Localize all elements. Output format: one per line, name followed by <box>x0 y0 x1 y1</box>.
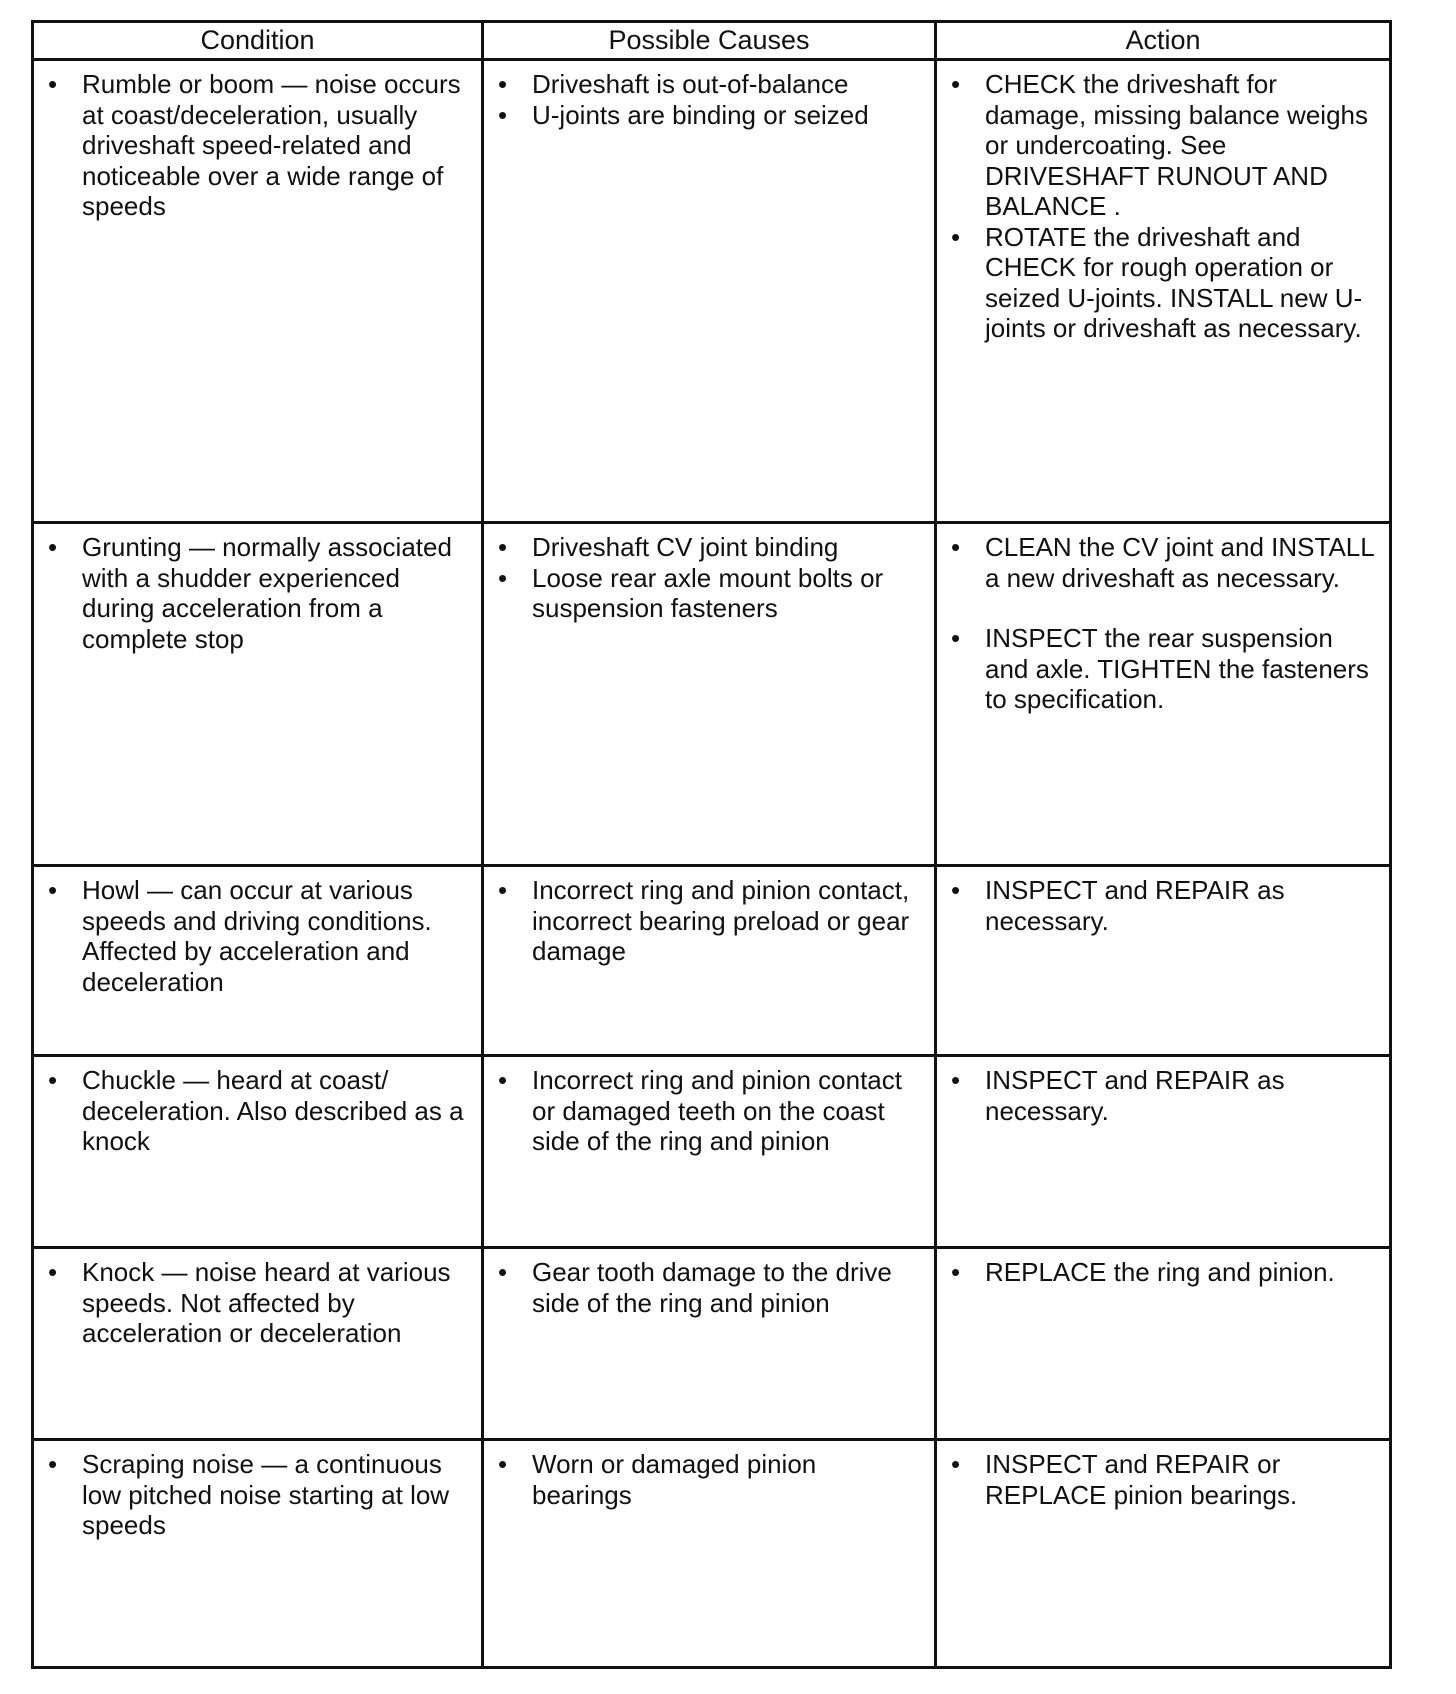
causes-cell <box>483 1440 936 1668</box>
action-item: • INSPECT and REPAIR as necessary. <box>947 1065 1375 1126</box>
condition-item: • Scraping noise — a continuous low pitched noise starting at low speeds <box>44 1449 467 1541</box>
action-item: • INSPECT and REPAIR as necessary. <box>947 875 1375 936</box>
action-item: • INSPECT and REPAIR or REPLACE pinion bearings. <box>947 1449 1375 1510</box>
cause-item: • U-joints are binding or seized <box>494 100 920 131</box>
causes-cell <box>483 523 936 866</box>
table-row <box>33 1440 1391 1668</box>
condition-item: • Chuckle — heard at coast/ deceleration. Also described as a knock <box>44 1065 467 1157</box>
table-row <box>33 1056 1391 1248</box>
table-row <box>33 523 1391 866</box>
condition-cell <box>33 1440 483 1668</box>
action-item: • CHECK the driveshaft for damage, missing balance weighs or undercoating. See DRIVESHAFT RUNOUT AND BALANCE . <box>947 69 1375 222</box>
action-cell <box>936 1056 1391 1248</box>
table-row <box>33 1248 1391 1440</box>
condition-cell <box>33 1056 483 1248</box>
causes-cell <box>483 866 936 1056</box>
condition-item: • Howl — can occur at various speeds and driving conditions. Affected by acceleration and deceleration <box>44 875 467 997</box>
header-row <box>33 22 1391 60</box>
condition-item: • Grunting — normally associated with a shudder experienced during acceleration from a complete stop <box>44 532 467 654</box>
condition-cell <box>33 866 483 1056</box>
action-cell <box>936 866 1391 1056</box>
action-item: • CLEAN the CV joint and INSTALL a new driveshaft as necessary. <box>947 532 1375 593</box>
header-possible-causes: Possible Causes <box>483 22 936 60</box>
cause-item: • Incorrect ring and pinion contact, incorrect bearing preload or gear damage <box>494 875 920 967</box>
action-cell <box>936 1248 1391 1440</box>
cause-item: • Gear tooth damage to the drive side of the ring and pinion <box>494 1257 920 1318</box>
causes-cell <box>483 60 936 523</box>
cause-item: • Incorrect ring and pinion contact or damaged teeth on the coast side of the ring and pinion <box>494 1065 920 1157</box>
action-item: • INSPECT the rear suspension and axle. TIGHTEN the fasteners to specification. <box>947 623 1375 715</box>
action-item: • ROTATE the driveshaft and CHECK for rough operation or seized U-joints. INSTALL new U-joints or driveshaft as necessary. <box>947 222 1375 344</box>
condition-cell <box>33 523 483 866</box>
causes-cell <box>483 1056 936 1248</box>
cause-item: • Worn or damaged pinion bearings <box>494 1449 920 1510</box>
action-item: • REPLACE the ring and pinion. <box>947 1257 1375 1288</box>
cause-item: • Loose rear axle mount bolts or suspension fasteners <box>494 563 920 624</box>
diagnosis-sheet <box>31 20 1389 1669</box>
condition-cell <box>33 60 483 523</box>
causes-cell <box>483 1248 936 1440</box>
action-cell <box>936 1440 1391 1668</box>
table-row <box>33 866 1391 1056</box>
cause-item: • Driveshaft is out-of-balance <box>494 69 920 100</box>
condition-cell <box>33 1248 483 1440</box>
header-condition: Condition <box>33 22 483 60</box>
action-cell <box>936 60 1391 523</box>
header-action: Action <box>936 22 1391 60</box>
condition-item: • Knock — noise heard at various speeds. Not affected by acceleration or deceleration <box>44 1257 467 1349</box>
action-cell <box>936 523 1391 866</box>
condition-item: • Rumble or boom — noise occurs at coast/deceleration, usually driveshaft speed-related and noticeable over a wide range of speeds <box>44 69 467 222</box>
cause-item: • Driveshaft CV joint binding <box>494 532 920 563</box>
noise-diagnosis-table <box>31 20 1392 1669</box>
table-row <box>33 60 1391 523</box>
